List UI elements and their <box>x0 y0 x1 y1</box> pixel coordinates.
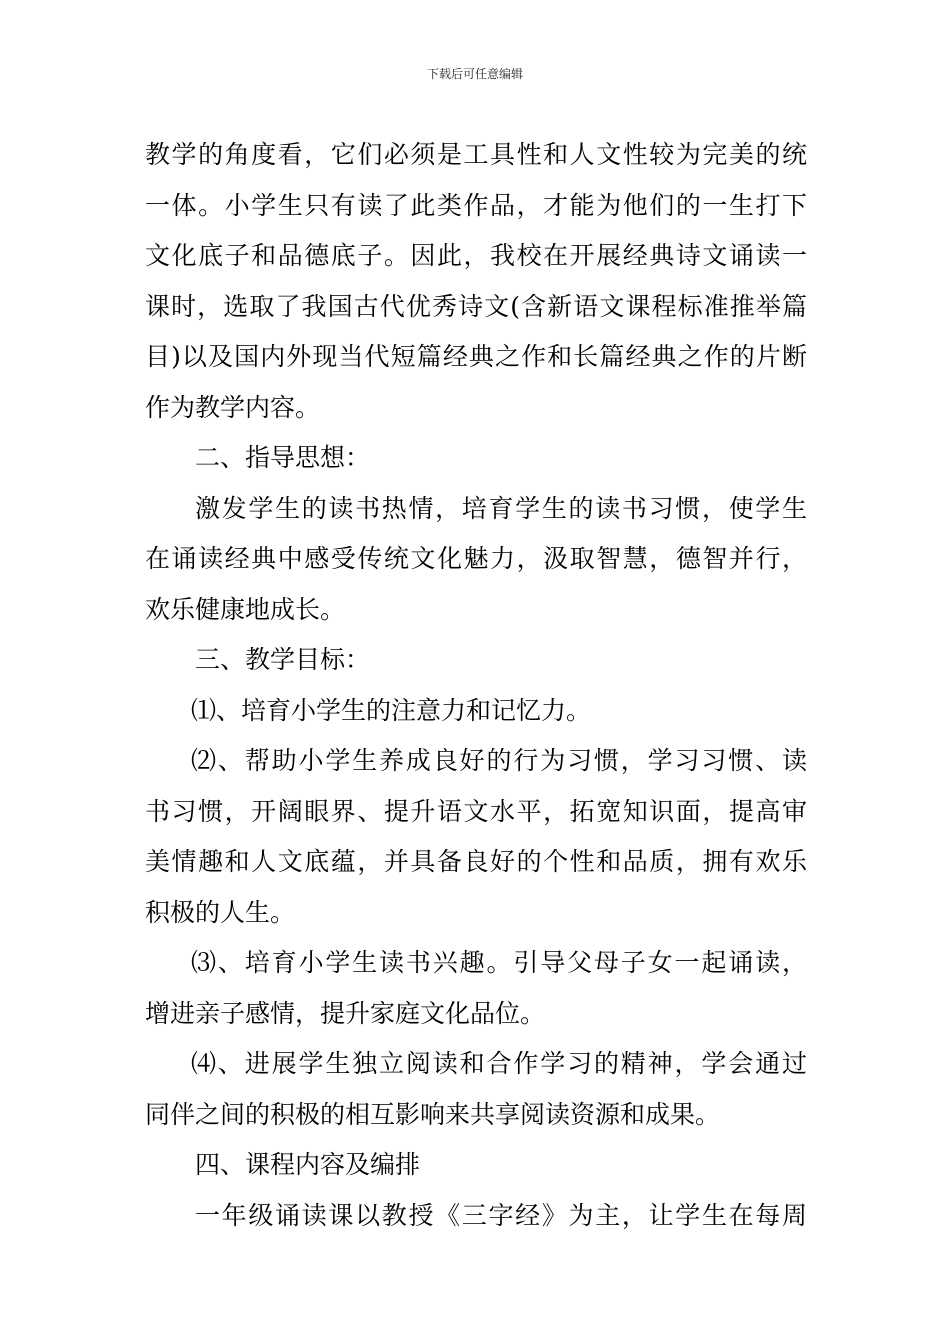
paragraph-line: 课时，选取了我国古代优秀诗文(含新语文课程标准推举篇 <box>145 291 807 321</box>
paragraph-line: 美情趣和人文底蕴，并具备良好的个性和品质，拥有欢乐 <box>145 847 807 876</box>
paragraph-line: 书习惯，开阔眼界、提升语文水平，拓宽知识面，提高审 <box>145 796 807 826</box>
paragraph-line: 激发学生的读书热情，培育学生的读书习惯，使学生 <box>195 493 807 523</box>
goal-item-1: ⑴、培育小学生的注意力和记忆力。 <box>191 695 592 725</box>
paragraph-line: 教学的角度看，它们必须是工具性和人文性较为完美的统 <box>145 140 807 169</box>
paragraph-line: 目)以及国内外现当代短篇经典之作和长篇经典之作的片断 <box>145 342 807 371</box>
paragraph-line: 同伴之间的积极的相互影响来共享阅读资源和成果。 <box>145 1099 721 1129</box>
paragraph-line: 作为教学内容。 <box>145 392 321 422</box>
paragraph-line: 在诵读经典中感受传统文化魅力，汲取智慧，德智并行， <box>145 544 807 573</box>
section-heading-guiding-thought: 二、指导思想： <box>195 443 371 472</box>
document-body <box>145 130 807 1241</box>
goal-item-4: ⑷、进展学生独立阅读和合作学习的精神，学会通过 <box>191 1049 807 1078</box>
section-heading-course-content: 四、课程内容及编排 <box>195 1150 421 1179</box>
paragraph-line: 文化底子和品德底子。因此，我校在开展经典诗文诵读一 <box>145 241 807 270</box>
paragraph-line: 一年级诵读课以教授《三字经》为主，让学生在每周 <box>195 1200 807 1230</box>
paragraph-line: 积极的人生。 <box>145 897 296 927</box>
goal-item-3: ⑶、培育小学生读书兴趣。引导父母子女一起诵读， <box>191 948 807 977</box>
page-header: 下载后可任意编辑 <box>426 67 523 81</box>
goal-item-2: ⑵、帮助小学生养成良好的行为习惯，学习习惯、读 <box>191 746 807 775</box>
paragraph-line: 一体。小学生只有读了此类作品，才能为他们的一生打下 <box>145 190 807 220</box>
paragraph-line: 增进亲子感情，提升家庭文化品位。 <box>145 998 546 1028</box>
section-heading-teaching-goals: 三、教学目标： <box>195 645 371 674</box>
paragraph-line: 欢乐健康地成长。 <box>145 594 346 624</box>
